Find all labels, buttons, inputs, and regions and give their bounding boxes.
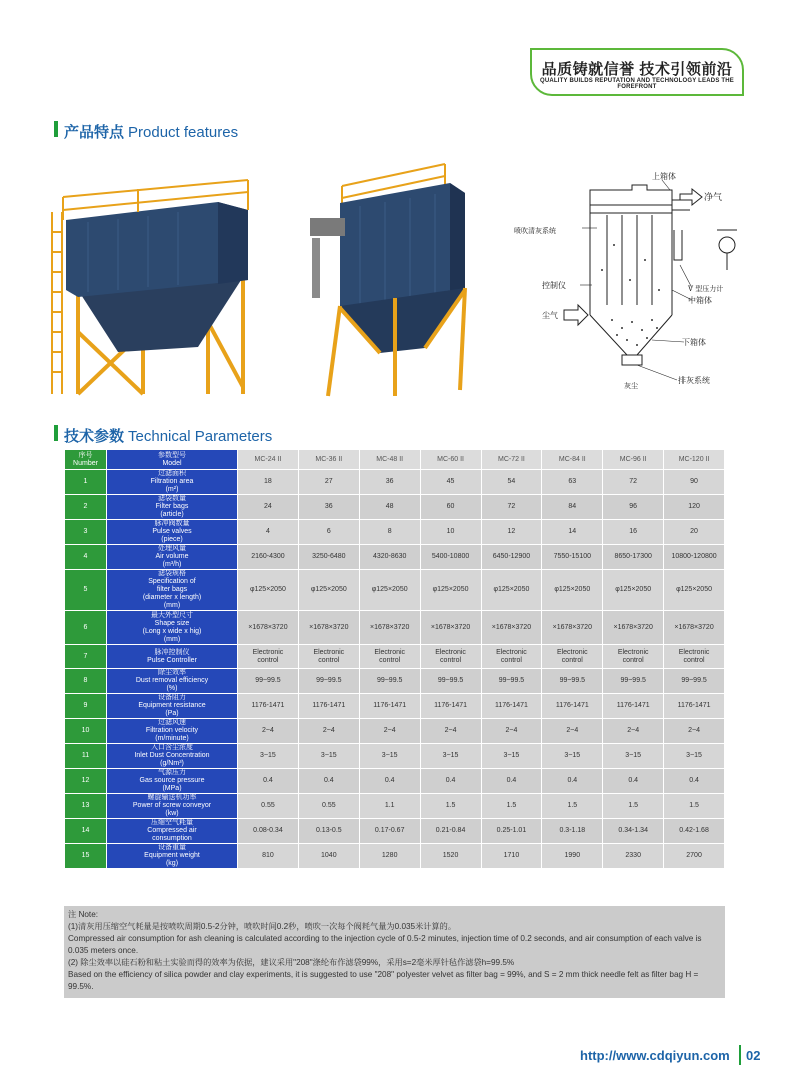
value-cell: φ125×2050 bbox=[238, 570, 299, 611]
value-line-a: Electronic bbox=[496, 648, 527, 656]
row-label-en4: (mm) bbox=[163, 602, 181, 609]
value-cell: 2~4 bbox=[298, 719, 359, 744]
table-row bbox=[65, 744, 725, 769]
label-v-gauge: V 型压力计 bbox=[688, 285, 724, 293]
value-cell: 810 bbox=[238, 844, 299, 869]
row-label-cn: 滤袋数量 bbox=[158, 495, 186, 502]
row-label-cn: 螺旋输送机功率 bbox=[147, 794, 197, 801]
value-cell: φ125×2050 bbox=[298, 570, 359, 611]
value-cell: 48 bbox=[359, 495, 420, 520]
value-cell: φ125×2050 bbox=[359, 570, 420, 611]
value-cell: 90 bbox=[664, 470, 725, 495]
footer-divider bbox=[739, 1045, 741, 1065]
row-label-cn: 压缩空气耗量 bbox=[151, 819, 193, 826]
params-title-en: Technical Parameters bbox=[128, 428, 273, 445]
value-cell: 99~99.5 bbox=[603, 669, 664, 694]
header-number-cn: 序号 bbox=[78, 451, 93, 459]
row-label-en2: (Pa) bbox=[165, 710, 179, 717]
value-cell: 3~15 bbox=[359, 744, 420, 769]
table-row bbox=[65, 694, 725, 719]
value-cell: 1.5 bbox=[481, 794, 542, 819]
value-cell: 60 bbox=[420, 495, 481, 520]
params-title-cn: 技术参数 bbox=[64, 428, 125, 445]
model-cell: MC-96 II bbox=[603, 450, 664, 470]
schematic-diagram bbox=[512, 170, 762, 395]
row-label-en2: (article) bbox=[160, 511, 184, 518]
header-model-cn: 参数型号 bbox=[158, 451, 186, 459]
row-number: 10 bbox=[65, 719, 107, 744]
value-cell: 0.55 bbox=[238, 794, 299, 819]
value-cell: ×1678×3720 bbox=[603, 611, 664, 645]
value-cell: 8650-17300 bbox=[603, 545, 664, 570]
value-cell: 3~15 bbox=[420, 744, 481, 769]
row-number: 9 bbox=[65, 694, 107, 719]
label-clean-air: 净气 bbox=[704, 193, 723, 203]
value-cell: 54 bbox=[481, 470, 542, 495]
value-cell: 1176-1471 bbox=[420, 694, 481, 719]
value-cell: 96 bbox=[603, 495, 664, 520]
row-label-en2: (%) bbox=[166, 685, 178, 692]
row-label-en1: Filtration velocity bbox=[145, 727, 199, 734]
params-heading bbox=[64, 425, 272, 446]
value-cell: 3250-6480 bbox=[298, 545, 359, 570]
value-cell: 2~4 bbox=[542, 719, 603, 744]
value-line-a: Electronic bbox=[252, 648, 284, 656]
value-cell: 1.5 bbox=[420, 794, 481, 819]
value-cell: 3~15 bbox=[481, 744, 542, 769]
value-cell: 18 bbox=[238, 470, 299, 495]
value-cell: 1710 bbox=[481, 844, 542, 869]
row-label-en1: Pulse Controller bbox=[147, 656, 197, 664]
value-cell: 1176-1471 bbox=[664, 694, 725, 719]
slogan-cn: 品质铸就信誉 技术引领前沿 bbox=[541, 61, 733, 78]
value-cell: 2~4 bbox=[481, 719, 542, 744]
value-cell: 1280 bbox=[359, 844, 420, 869]
value-cell: 27 bbox=[298, 470, 359, 495]
table-row bbox=[65, 470, 725, 495]
value-cell: 3~15 bbox=[603, 744, 664, 769]
row-label-cn: 设备阻力 bbox=[158, 694, 186, 701]
note-line2-cn: (2) 除尘效率以硅石粉和粘土实验而得的效率为依据，建议采用"208"涤纶布作滤袋99%，采用s=2毫米厚针毡作滤袋h=99.5% bbox=[68, 958, 515, 967]
value-cell: 99~99.5 bbox=[664, 669, 725, 694]
value-cell: 3~15 bbox=[664, 744, 725, 769]
value-cell bbox=[298, 645, 359, 669]
value-cell: 24 bbox=[238, 495, 299, 520]
row-label-en2: consumption bbox=[152, 835, 192, 842]
table-row bbox=[65, 645, 725, 669]
row-number: 13 bbox=[65, 794, 107, 819]
value-cell: 0.4 bbox=[298, 769, 359, 794]
value-cell: 99~99.5 bbox=[420, 669, 481, 694]
value-cell: 99~99.5 bbox=[481, 669, 542, 694]
value-cell: 0.4 bbox=[603, 769, 664, 794]
value-cell: 0.17-0.67 bbox=[359, 819, 420, 844]
value-line-a: Electronic bbox=[617, 648, 649, 656]
row-label-en1: Air volume bbox=[155, 553, 189, 560]
row-label-en1: Gas source pressure bbox=[139, 777, 205, 784]
value-cell: 4 bbox=[238, 520, 299, 545]
table-row bbox=[65, 794, 725, 819]
row-label bbox=[107, 694, 238, 719]
row-label bbox=[107, 645, 238, 669]
features-title-cn: 产品特点 bbox=[64, 124, 125, 141]
row-label-cn: 入口含尘浓度 bbox=[151, 744, 193, 751]
value-cell: 3~15 bbox=[238, 744, 299, 769]
table-row bbox=[65, 844, 725, 869]
value-cell: 1040 bbox=[298, 844, 359, 869]
value-cell: 1.5 bbox=[542, 794, 603, 819]
value-cell bbox=[238, 645, 299, 669]
value-line-b: control bbox=[379, 656, 401, 664]
value-cell: 2~4 bbox=[664, 719, 725, 744]
value-cell: ×1678×3720 bbox=[542, 611, 603, 645]
row-number: 1 bbox=[65, 470, 107, 495]
value-cell: 1176-1471 bbox=[359, 694, 420, 719]
label-middle-box: 中箱体 bbox=[688, 296, 712, 305]
slogan-badge bbox=[530, 48, 744, 96]
row-label-en2: (m³/h) bbox=[162, 561, 182, 568]
row-label bbox=[107, 669, 238, 694]
value-cell: 1.5 bbox=[603, 794, 664, 819]
value-line-b: control bbox=[561, 656, 583, 664]
value-cell: 0.4 bbox=[420, 769, 481, 794]
note-line1-en: Compressed air consumption for ash cleaning is calculated according to the injection cycle of 0.5-2 minutes, injection time of 0.2 seconds, and air consumption of each valve is 0.035 meters once. bbox=[68, 934, 702, 955]
value-cell: 84 bbox=[542, 495, 603, 520]
row-label-cn: 滤袋规格 bbox=[158, 570, 186, 577]
table-row bbox=[65, 819, 725, 844]
row-label-en1: Dust removal efficiency bbox=[135, 677, 209, 684]
value-cell: 1176-1471 bbox=[481, 694, 542, 719]
value-line-a: Electronic bbox=[313, 648, 345, 656]
value-cell bbox=[481, 645, 542, 669]
value-cell: 1176-1471 bbox=[298, 694, 359, 719]
value-cell: 2~4 bbox=[420, 719, 481, 744]
value-cell: φ125×2050 bbox=[542, 570, 603, 611]
row-label-en1: Power of screw conveyor bbox=[132, 802, 212, 809]
value-cell: 8 bbox=[359, 520, 420, 545]
value-cell bbox=[603, 645, 664, 669]
row-label-en1: Pulse valves bbox=[152, 528, 192, 535]
header-number bbox=[65, 450, 107, 470]
table-row bbox=[65, 495, 725, 520]
value-cell: 2~4 bbox=[359, 719, 420, 744]
table-row bbox=[65, 520, 725, 545]
value-cell: 7550-15100 bbox=[542, 545, 603, 570]
model-cell: MC-60 II bbox=[420, 450, 481, 470]
dust-collector-photo-1 bbox=[48, 172, 258, 397]
value-cell: 0.4 bbox=[359, 769, 420, 794]
row-label bbox=[107, 769, 238, 794]
row-label-en3: (diameter x length) bbox=[142, 594, 202, 601]
footer-url[interactable]: http://www.cdqiyun.com bbox=[580, 1048, 730, 1063]
row-label-en2: filter bags bbox=[156, 586, 188, 593]
row-label-cn: 过滤面积 bbox=[158, 470, 186, 477]
value-line-b: control bbox=[318, 656, 340, 664]
note-line1-cn: (1)清灰用压缩空气耗量是按喷吹周期0.5-2分钟，喷吹时间0.2秒，喷吹一次每个阀耗气量为0.035米计算的。 bbox=[68, 922, 457, 931]
value-cell: 45 bbox=[420, 470, 481, 495]
value-line-b: control bbox=[500, 656, 522, 664]
row-label-en1: Compressed air bbox=[147, 827, 197, 834]
dust-collector-photo-2 bbox=[300, 158, 475, 398]
value-cell: 14 bbox=[542, 520, 603, 545]
value-cell: 3~15 bbox=[298, 744, 359, 769]
row-label bbox=[107, 570, 238, 611]
header-model bbox=[107, 450, 238, 470]
value-cell: 2330 bbox=[603, 844, 664, 869]
row-label-en2: (MPa) bbox=[162, 785, 182, 792]
value-cell: φ125×2050 bbox=[481, 570, 542, 611]
row-label-en2: (piece) bbox=[161, 536, 183, 543]
value-cell bbox=[420, 645, 481, 669]
row-label-en3: (mm) bbox=[163, 635, 181, 643]
row-label bbox=[107, 470, 238, 495]
label-controller: 控制仪 bbox=[542, 281, 566, 290]
features-title-en: Product features bbox=[128, 124, 239, 141]
label-blowing-system: 喷吹清灰系统 bbox=[514, 227, 556, 235]
value-cell bbox=[664, 645, 725, 669]
row-label-cn: 脉冲控制仪 bbox=[154, 648, 190, 656]
value-cell: 63 bbox=[542, 470, 603, 495]
value-line-a: Electronic bbox=[374, 648, 406, 656]
row-number: 3 bbox=[65, 520, 107, 545]
row-label-cn: 设备重量 bbox=[158, 844, 186, 851]
parameters-table bbox=[64, 449, 725, 869]
page-number: 02 bbox=[746, 1048, 761, 1063]
value-cell: 99~99.5 bbox=[542, 669, 603, 694]
note-box bbox=[64, 906, 725, 998]
row-label-cn: 除尘效率 bbox=[158, 669, 186, 676]
row-label bbox=[107, 719, 238, 744]
row-label bbox=[107, 545, 238, 570]
label-lower-box: 下箱体 bbox=[682, 338, 706, 347]
table-header-row bbox=[65, 450, 725, 470]
header-number-en: Number bbox=[73, 459, 98, 467]
value-cell: ×1678×3720 bbox=[481, 611, 542, 645]
row-number: 12 bbox=[65, 769, 107, 794]
value-cell: 1176-1471 bbox=[542, 694, 603, 719]
label-dust-air: 尘气 bbox=[542, 311, 558, 320]
row-label bbox=[107, 844, 238, 869]
value-cell: 99~99.5 bbox=[359, 669, 420, 694]
row-label-en2: (Long x wide x hig) bbox=[142, 627, 202, 635]
row-number: 4 bbox=[65, 545, 107, 570]
row-label-cn: 最大外型尺寸 bbox=[151, 611, 193, 619]
row-label-en2: (m/minute) bbox=[155, 735, 189, 742]
value-cell: 0.4 bbox=[238, 769, 299, 794]
row-label-cn: 气源压力 bbox=[158, 769, 186, 776]
value-cell: 0.3-1.18 bbox=[542, 819, 603, 844]
value-cell: 0.4 bbox=[542, 769, 603, 794]
value-cell: 1990 bbox=[542, 844, 603, 869]
table-row bbox=[65, 769, 725, 794]
value-cell: 1520 bbox=[420, 844, 481, 869]
value-cell: ×1678×3720 bbox=[664, 611, 725, 645]
row-number: 15 bbox=[65, 844, 107, 869]
value-cell: φ125×2050 bbox=[420, 570, 481, 611]
value-cell: 6450-12900 bbox=[481, 545, 542, 570]
model-cell: MC-120 II bbox=[664, 450, 725, 470]
row-label-en2: (kg) bbox=[165, 860, 179, 867]
value-line-b: control bbox=[622, 656, 644, 664]
row-label-en1: Equipment weight bbox=[144, 852, 200, 859]
value-cell bbox=[359, 645, 420, 669]
row-label-en1: Shape size bbox=[154, 619, 190, 627]
row-label-en1: Filter bags bbox=[155, 503, 189, 510]
row-number: 14 bbox=[65, 819, 107, 844]
label-discharge-system: 排灰系统 bbox=[678, 376, 710, 385]
row-number: 5 bbox=[65, 570, 107, 611]
value-cell bbox=[542, 645, 603, 669]
value-cell: 2~4 bbox=[238, 719, 299, 744]
value-cell: 72 bbox=[603, 470, 664, 495]
value-cell: 12 bbox=[481, 520, 542, 545]
value-cell: 0.42-1.68 bbox=[664, 819, 725, 844]
value-cell: 20 bbox=[664, 520, 725, 545]
section-marker bbox=[54, 121, 58, 137]
value-cell: 36 bbox=[359, 470, 420, 495]
row-label-cn: 处理风量 bbox=[158, 545, 186, 552]
model-cell: MC-72 II bbox=[481, 450, 542, 470]
row-label bbox=[107, 744, 238, 769]
slogan-en: QUALITY BUILDS REPUTATION AND TECHNOLOGY LEADS THE FOREFRONT bbox=[539, 78, 734, 90]
row-label bbox=[107, 819, 238, 844]
value-cell: ×1678×3720 bbox=[359, 611, 420, 645]
table-row bbox=[65, 545, 725, 570]
row-label bbox=[107, 495, 238, 520]
value-cell: 10 bbox=[420, 520, 481, 545]
value-cell: 2700 bbox=[664, 844, 725, 869]
value-cell: 0.4 bbox=[664, 769, 725, 794]
model-cell: MC-24 II bbox=[238, 450, 299, 470]
value-cell: 6 bbox=[298, 520, 359, 545]
value-cell: 4320-8630 bbox=[359, 545, 420, 570]
value-cell: 1.1 bbox=[359, 794, 420, 819]
value-cell: 1176-1471 bbox=[603, 694, 664, 719]
note-title: 注 Note: bbox=[68, 910, 99, 919]
value-cell: 10800-120800 bbox=[664, 545, 725, 570]
table-row bbox=[65, 669, 725, 694]
value-cell: φ125×2050 bbox=[603, 570, 664, 611]
row-label-en2: (m²) bbox=[165, 486, 179, 493]
value-cell: 0.34-1.34 bbox=[603, 819, 664, 844]
value-line-b: control bbox=[257, 656, 279, 664]
row-label-en2: (g/Nm³) bbox=[160, 760, 184, 767]
row-label-cn: 过滤风速 bbox=[158, 719, 186, 726]
section-marker bbox=[54, 425, 58, 441]
value-cell: 0.25-1.01 bbox=[481, 819, 542, 844]
value-cell: 99~99.5 bbox=[298, 669, 359, 694]
row-label-en1: Filtration area bbox=[150, 478, 194, 485]
row-label-en2: (kw) bbox=[165, 810, 179, 817]
value-cell: 0.13-0.5 bbox=[298, 819, 359, 844]
value-cell: 2160-4300 bbox=[238, 545, 299, 570]
model-cell: MC-36 II bbox=[298, 450, 359, 470]
note-line2-en: Based on the efficiency of silica powder and clay experiments, it is suggested to use "208" polyester velvet as filter bag = 99%, and S = 2 mm thick needle felt as filter bag H = 99.5%. bbox=[68, 970, 699, 991]
value-cell: 3~15 bbox=[542, 744, 603, 769]
value-cell: 1.5 bbox=[664, 794, 725, 819]
row-number: 8 bbox=[65, 669, 107, 694]
value-cell: 2~4 bbox=[603, 719, 664, 744]
model-cell: MC-84 II bbox=[542, 450, 603, 470]
value-cell: 0.08-0.34 bbox=[238, 819, 299, 844]
row-label-en1: Equipment resistance bbox=[138, 702, 206, 709]
value-cell: 36 bbox=[298, 495, 359, 520]
row-label-cn: 脉冲阀数量 bbox=[154, 520, 190, 527]
row-label-en1: Specification of bbox=[148, 578, 196, 585]
value-line-b: control bbox=[683, 656, 705, 664]
value-cell: 0.55 bbox=[298, 794, 359, 819]
label-upper-box: 上箱体 bbox=[652, 172, 676, 181]
row-label bbox=[107, 611, 238, 645]
row-label bbox=[107, 794, 238, 819]
value-cell: ×1678×3720 bbox=[298, 611, 359, 645]
model-cell: MC-48 II bbox=[359, 450, 420, 470]
label-ash: 灰尘 bbox=[624, 382, 638, 390]
value-cell: φ125×2050 bbox=[664, 570, 725, 611]
value-cell: ×1678×3720 bbox=[238, 611, 299, 645]
row-label bbox=[107, 520, 238, 545]
value-line-b: control bbox=[440, 656, 462, 664]
value-cell: 0.4 bbox=[481, 769, 542, 794]
value-cell: 99~99.5 bbox=[238, 669, 299, 694]
table-row bbox=[65, 611, 725, 645]
table-row bbox=[65, 570, 725, 611]
value-cell: 5400-10800 bbox=[420, 545, 481, 570]
value-line-a: Electronic bbox=[556, 648, 588, 656]
value-cell: 1176-1471 bbox=[238, 694, 299, 719]
value-cell: 16 bbox=[603, 520, 664, 545]
row-number: 11 bbox=[65, 744, 107, 769]
row-label-en1: Inlet Dust Concentration bbox=[134, 752, 210, 759]
row-number: 6 bbox=[65, 611, 107, 645]
value-cell: 0.21-0.84 bbox=[420, 819, 481, 844]
value-cell: 72 bbox=[481, 495, 542, 520]
value-cell: 120 bbox=[664, 495, 725, 520]
value-cell: ×1678×3720 bbox=[420, 611, 481, 645]
header-model-en: Model bbox=[162, 459, 182, 467]
features-heading bbox=[64, 121, 238, 142]
value-line-a: Electronic bbox=[678, 648, 710, 656]
value-line-a: Electronic bbox=[435, 648, 466, 656]
row-number: 2 bbox=[65, 495, 107, 520]
table-row bbox=[65, 719, 725, 744]
row-number: 7 bbox=[65, 645, 107, 669]
